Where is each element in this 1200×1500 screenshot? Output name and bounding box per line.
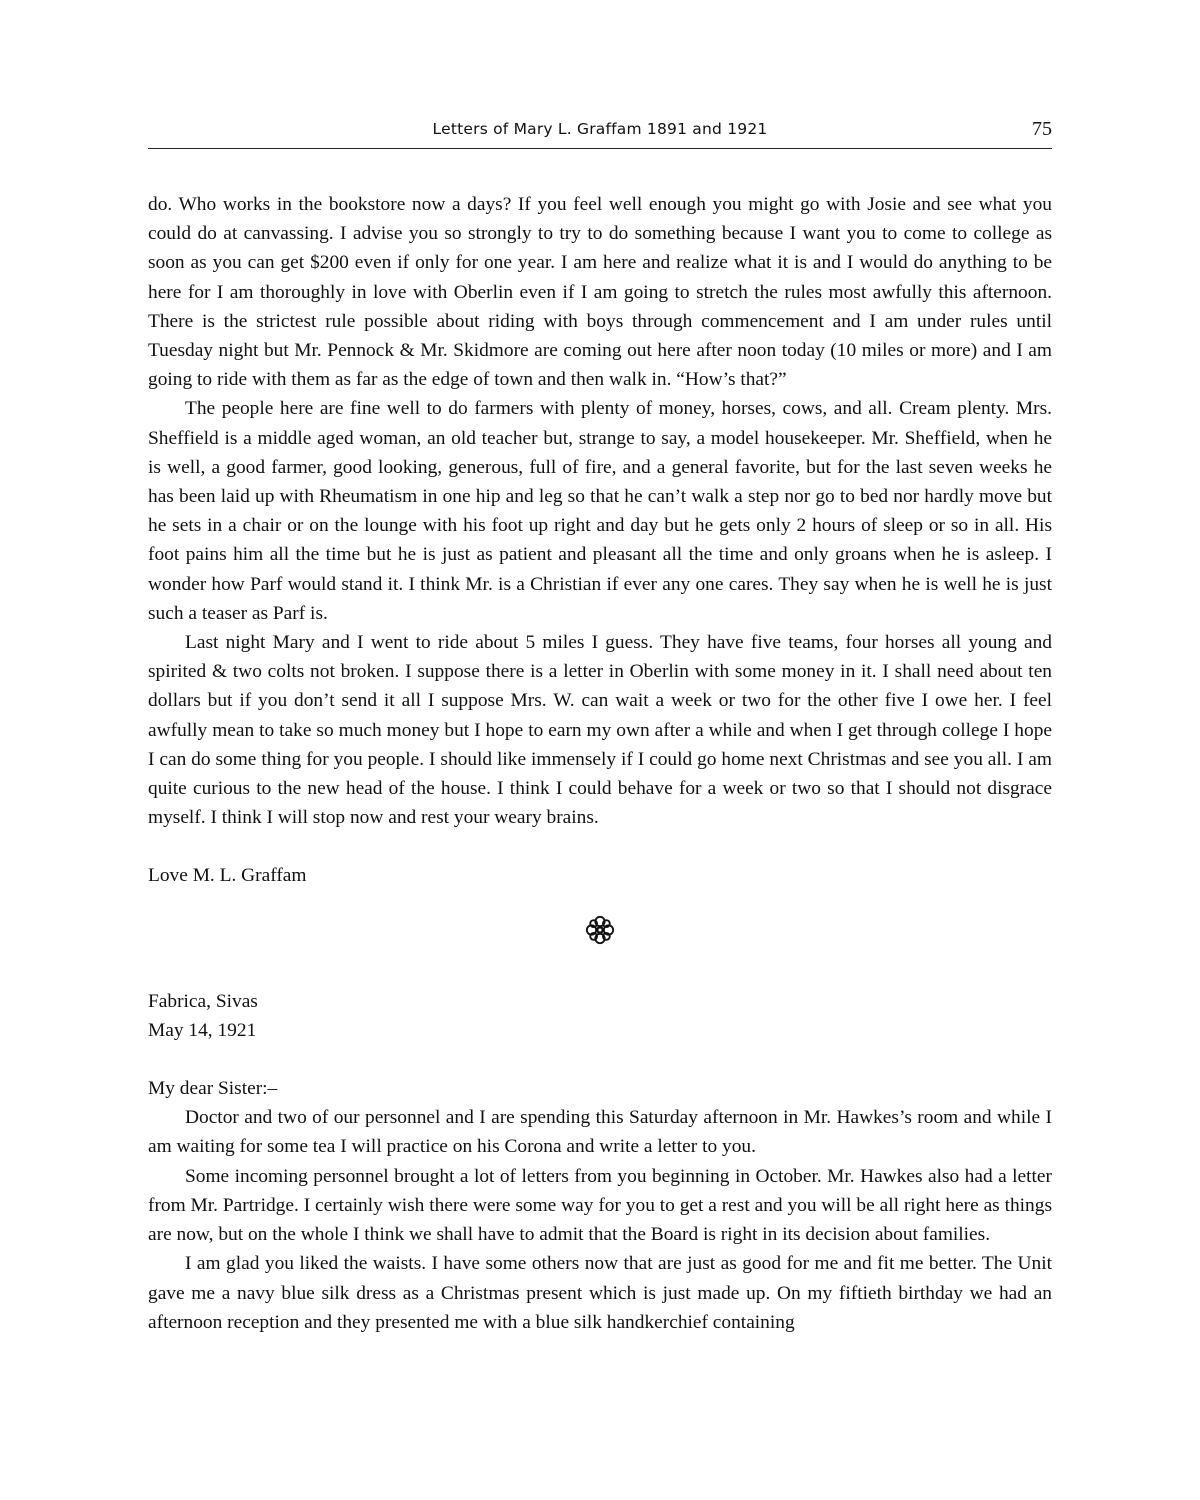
paragraph: The people here are fine well to do farmers with plenty of money, horses, cows, and all. Cream plenty. Mrs. Sheffield is a middle aged woman, an old teacher but, strange to say, a model housekeeper. Mr. Sheffield, when he is well, a good farmer, good looking, generous, full of fire, and a general favorite, but for the last seven weeks he has been laid up with Rheumatism in one hip and leg so that he can’t walk a step nor go to bed nor hardly move but he sets in a chair or on the lounge with his foot up right and day but he gets only 2 hours of sleep or so in all. His foot pains him all the time but he is just as patient and pleasant all the time and only groans when he is asleep. I wonder how Parf would stand it. I think Mr. is a Christian if ever any one cares. They say when he is well he is just such a teaser as Parf is. — [148, 398, 1052, 624]
section-ornament — [148, 891, 1052, 977]
paragraph: I am glad you liked the waists. I have some others now that are just as good for me and fit me better. The Unit gave me a navy blue silk dress as a Christmas present which is just made up. On my fiftieth birthday we had an afternoon reception and they presented me with a blue silk handkerchief containing — [148, 1253, 1052, 1333]
paragraph: Some incoming personnel brought a lot of letters from you beginning in October. Mr. Hawkes also had a letter from Mr. Partridge. I certainly wish there were some way for you to get a rest and you will be all right here as things are now, but on the whole I think we shall have to admit that the Board is right in its decision about families. — [148, 1165, 1052, 1246]
running-header — [148, 118, 1052, 149]
paragraph: do. Who works in the bookstore now a days? If you feel well enough you might go with Josie and see what you could do at canvassing. I advise you so strongly to try to do something because I want you to come to college as soon as you can get $200 even if only for one year. I am here and realize what it is and I would do anything to be here for I am thoroughly in love with Oberlin even if I am going to stretch the rules most awfully this afternoon. There is the strictest rule possible about riding with boys through commencement and I am under rules until Tuesday night but Mr. Pennock & Mr. Skidmore are coming out here after noon today (10 miles or more) and I am going to ride with them as far as the edge of town and then walk in. “How’s that?” — [148, 194, 1052, 391]
letter-date: May 14, 1921 — [148, 1019, 257, 1041]
letter-signature: Love M. L. Graffam — [148, 865, 307, 887]
paragraph: Doctor and two of our personnel and I are spending this Saturday afternoon in Mr. Hawkes’s room and while I am waiting for some tea I will practice on his Corona and write a letter to you. — [148, 1107, 1052, 1158]
letter-salutation: My dear Sister:– — [148, 1078, 278, 1100]
letter-place: Fabrica, Sivas — [148, 990, 258, 1012]
running-title: Letters of Mary L. Graffam 1891 and 1921 — [432, 120, 768, 138]
page-body — [148, 190, 1052, 1337]
floral-ornament-icon — [583, 913, 617, 947]
paragraph: Last night Mary and I went to ride about 5 miles I guess. They have five teams, four horses all young and spirited & two colts not broken. I suppose there is a letter in Oberlin with some money in it. I shall need about ten dollars but if you don’t send it all I suppose Mrs. W. can wait a week or two for the other five I owe her. I feel awfully mean to take so much money but I hope to earn my own after a while and when I get through college I hope I can do some thing for you people. I should like immensely if I could go home next Christmas and see you all. I am quite curious to the new head of the house. I think I could behave for a week or two so that I should not disgrace myself. I think I will stop now and rest your weary brains. — [148, 632, 1052, 829]
page-number: 75 — [1032, 118, 1052, 140]
book-page — [148, 0, 1052, 1500]
